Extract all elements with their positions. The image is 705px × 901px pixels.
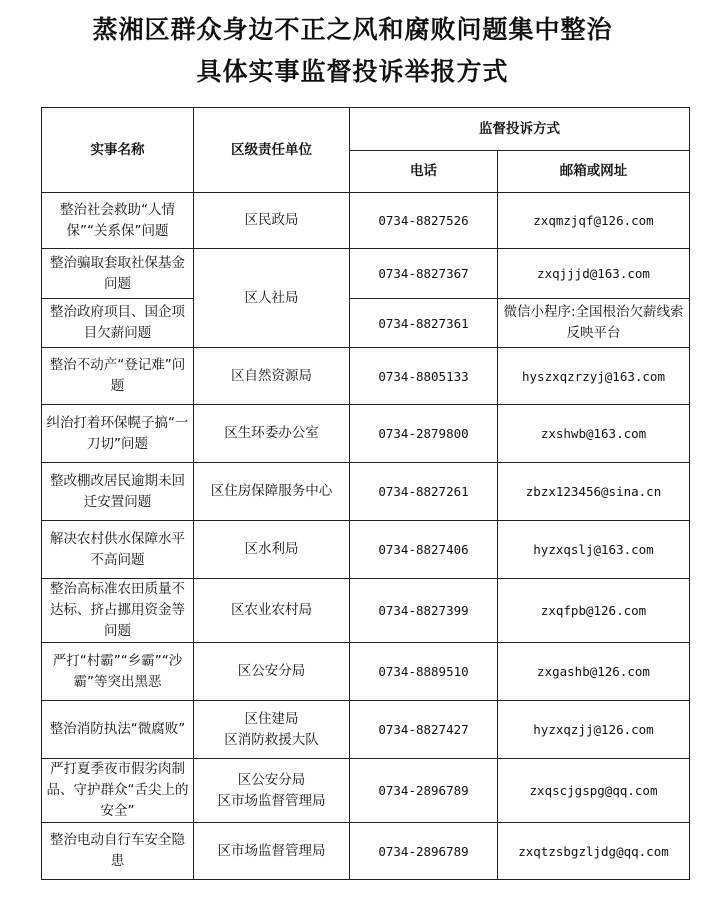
- item-name: 严打夏季夜市假劣肉制品、守护群众“舌尖上的安全”: [42, 759, 194, 823]
- table-row: [42, 249, 690, 299]
- item-name: 整治社会救助“人情保”“关系保”问题: [42, 193, 194, 249]
- phone-number: 0734-8889510: [350, 643, 498, 701]
- item-name: 纠治打着环保幌子搞“一刀切”问题: [42, 405, 194, 463]
- table-row: [42, 759, 690, 823]
- phone-number: 0734-8827367: [350, 249, 498, 299]
- email-address: zxqfpb@126.com: [498, 579, 690, 643]
- table-row: [42, 193, 690, 249]
- responsible-unit: 区公安分局: [237, 771, 306, 788]
- email-address: hyzxqzjj@126.com: [498, 701, 690, 759]
- email-address: hyszxqzrzyj@163.com: [498, 348, 690, 405]
- email-address: zxqscjgspg@qq.com: [498, 759, 690, 823]
- phone-number: 0734-2896789: [350, 823, 498, 880]
- responsible-unit: 区市场监督管理局: [194, 823, 350, 880]
- phone-number: 0734-8827399: [350, 579, 498, 643]
- table-row: [42, 405, 690, 463]
- responsible-unit: 区住建局: [244, 710, 299, 727]
- table-row: [42, 579, 690, 643]
- email-address: zxqtzsbgzljdg@qq.com: [498, 823, 690, 880]
- table-row: [42, 701, 690, 759]
- phone-number: 0734-8827427: [350, 701, 498, 759]
- report-channel: 微信小程序:全国根治欠薪线索反映平台: [498, 299, 690, 348]
- item-name: 整治不动产“登记难”问题: [42, 348, 194, 405]
- responsible-units: [194, 701, 350, 759]
- phone-number: 0734-8805133: [350, 348, 498, 405]
- responsible-unit: 区自然资源局: [194, 348, 350, 405]
- document-title-line2: 具体实事监督投诉举报方式: [196, 57, 509, 86]
- table-row: [42, 463, 690, 521]
- email-address: zxgashb@126.com: [498, 643, 690, 701]
- item-name: 整治骗取套取社保基金问题: [42, 249, 194, 299]
- email-address: zxqmzjqf@126.com: [498, 193, 690, 249]
- phone-number: 0734-8827406: [350, 521, 498, 579]
- item-name: 整治高标准农田质量不达标、挤占挪用资金等问题: [42, 579, 194, 643]
- table-row: [42, 299, 690, 348]
- header-phone: 电话: [350, 151, 498, 193]
- phone-number: 0734-8827526: [350, 193, 498, 249]
- responsible-unit: 区住房保障服务中心: [194, 463, 350, 521]
- item-name: 解决农村供水保障水平不高问题: [42, 521, 194, 579]
- item-name: 整治电动自行车安全隐患: [42, 823, 194, 880]
- responsible-unit: 区市场监督管理局: [217, 792, 326, 809]
- email-address: zxshwb@163.com: [498, 405, 690, 463]
- item-name: 严打“村霸”“乡霸”“沙霸”等突出黑恶: [42, 643, 194, 701]
- email-address: hyzxqslj@163.com: [498, 521, 690, 579]
- phone-number: 0734-8827361: [350, 299, 498, 348]
- complaint-channels-table: [41, 107, 690, 880]
- responsible-unit: 区农业农村局: [194, 579, 350, 643]
- item-name: 整治消防执法“微腐败”: [42, 701, 194, 759]
- phone-number: 0734-8827261: [350, 463, 498, 521]
- phone-number: 0734-2879800: [350, 405, 498, 463]
- responsible-unit: 区民政局: [194, 193, 350, 249]
- responsible-unit: 区公安分局: [194, 643, 350, 701]
- header-email: 邮箱或网址: [498, 151, 690, 193]
- email-address: zbzx123456@sina.cn: [498, 463, 690, 521]
- responsible-unit: 区生环委办公室: [194, 405, 350, 463]
- responsible-units: [194, 759, 350, 823]
- table-row: [42, 521, 690, 579]
- responsible-unit: 区消防救援大队: [224, 731, 319, 748]
- responsible-unit: 区人社局: [194, 249, 350, 348]
- phone-number: 0734-2896789: [350, 759, 498, 823]
- header-unit: 区级责任单位: [194, 108, 350, 193]
- header-item: 实事名称: [42, 108, 194, 193]
- item-name: 整改棚改居民逾期未回迁安置问题: [42, 463, 194, 521]
- header-channels: 监督投诉方式: [350, 108, 690, 151]
- table-row: [42, 643, 690, 701]
- table-row: [42, 348, 690, 405]
- document-title-line1: 蒸湘区群众身边不正之风和腐败问题集中整治: [92, 15, 613, 44]
- table-row: [42, 823, 690, 880]
- responsible-unit: 区水利局: [194, 521, 350, 579]
- item-name: 整治政府项目、国企项目欠薪问题: [42, 299, 194, 348]
- email-address: zxqjjjd@163.com: [498, 249, 690, 299]
